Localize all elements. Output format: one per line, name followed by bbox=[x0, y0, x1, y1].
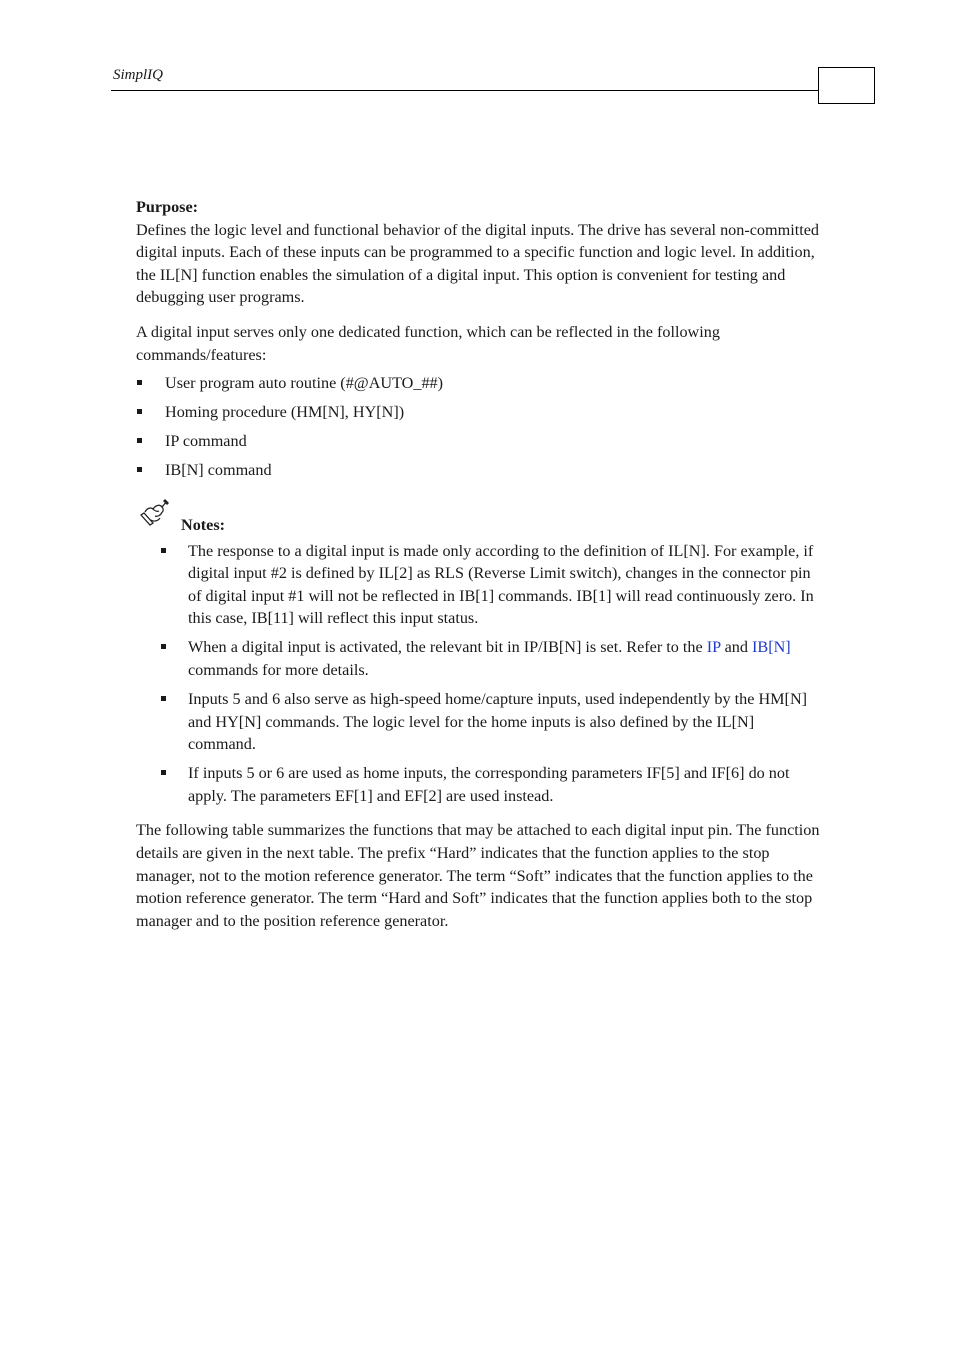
page-number-box bbox=[818, 67, 875, 104]
note-text: and bbox=[720, 638, 753, 657]
header-title: SimplIQ bbox=[113, 67, 163, 83]
note-text: commands for more details. bbox=[188, 661, 369, 680]
notes-header bbox=[136, 504, 826, 534]
list-item: IP command bbox=[136, 430, 826, 453]
list-item: The response to a digital input is made only according to the definition of IL[N]. For example, if digital input #2 is defined by IL[2] as RLS (Reverse Limit switch), changes in the connector pin of digital input #1 will not be reflected in IB[1] commands. IB[1] will read continuously zero. In this case, IB[11] will reflect this input status. bbox=[136, 540, 826, 630]
list-item: IB[N] command bbox=[136, 459, 826, 482]
ib-command-link[interactable]: IB[N] bbox=[752, 638, 791, 657]
ip-command-link[interactable]: IP bbox=[706, 638, 721, 657]
notes-label: Notes: bbox=[181, 515, 226, 534]
list-item: User program auto routine (#@AUTO_##) bbox=[136, 372, 826, 395]
purpose-paragraph: Defines the logic level and functional behavior of the digital inputs. The drive has several non-committed digital inputs. Each of these inputs can be programmed to a specific function and logic level. In addition, the IL[N] function enables the simulation of a digital input. This option is convenient for testing and debugging user programs. bbox=[136, 220, 819, 307]
writing-hand-icon bbox=[138, 498, 172, 528]
list-item: Homing procedure (HM[N], HY[N]) bbox=[136, 401, 826, 424]
notes-list bbox=[136, 540, 826, 808]
list-item: If inputs 5 or 6 are used as home inputs, the corresponding parameters IF[5] and IF[6] do not apply. The parameters EF[1] and EF[2] are used instead. bbox=[136, 762, 826, 807]
intro-paragraph: A digital input serves only one dedicated function, which can be reflected in the following commands/features: bbox=[136, 322, 720, 364]
list-item bbox=[136, 636, 826, 681]
document-body bbox=[136, 196, 826, 932]
purpose-heading: Purpose: bbox=[136, 198, 199, 216]
features-list bbox=[136, 372, 826, 482]
note-text: When a digital input is activated, the relevant bit in IP/IB[N] is set. Refer to the bbox=[188, 638, 707, 657]
summary-paragraph: The following table summarizes the functions that may be attached to each digital input pin. The function details are given in the next table. The prefix “Hard” indicates that the function applies to the stop manager, not to the motion reference generator. The term “Soft” indicates that the function applies to the motion reference generator. The term “Hard and Soft” indicates that the function applies both to the stop manager and to the position reference generator. bbox=[136, 821, 820, 930]
list-item: Inputs 5 and 6 also serve as high-speed home/capture inputs, used independently by the HM[N] and HY[N] commands. The logic level for the home inputs is also defined by the IL[N] command. bbox=[136, 688, 826, 756]
header-divider bbox=[111, 90, 819, 91]
